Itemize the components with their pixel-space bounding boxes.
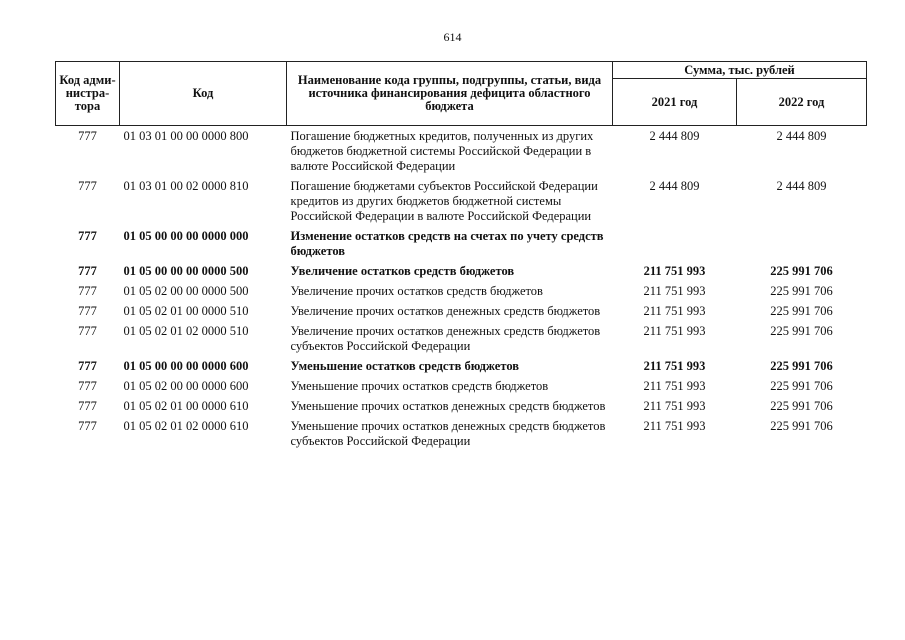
table-row (56, 376, 867, 396)
cell-name: Погашение бюджетами субъектов Российской Федерации кредитов из других бюджетов бюджетной системы Российской Федерации в валюте Российской Федерации (290, 179, 598, 223)
cell-sum-2021: 211 751 993 (643, 264, 706, 278)
header-year-2022: 2022 год (737, 79, 867, 126)
table-row (56, 176, 867, 226)
cell-code: 01 05 02 01 02 0000 610 (123, 419, 249, 433)
cell-sum-2022: 225 991 706 (770, 264, 833, 278)
cell-name: Уменьшение прочих остатков денежных средств бюджетов (290, 399, 606, 413)
cell-sum-2022 (737, 226, 867, 261)
cell-code: 01 05 02 01 00 0000 510 (123, 304, 249, 318)
cell-sum-2021 (613, 226, 737, 261)
table-row (56, 321, 867, 356)
cell-admin-code: 777 (78, 419, 97, 433)
cell-admin-code: 777 (78, 379, 97, 393)
cell-name: Увеличение остатков средств бюджетов (290, 264, 515, 278)
cell-name: Погашение бюджетных кредитов, полученных из других бюджетов бюджетной системы Российской Федерации в валюте Российской Федерации (290, 129, 594, 173)
table-header (56, 62, 867, 126)
table-row (56, 416, 867, 451)
cell-code: 01 05 00 00 00 0000 000 (123, 229, 249, 243)
table-body (56, 126, 867, 452)
cell-admin-code: 777 (78, 179, 97, 193)
cell-sum-2021: 2 444 809 (649, 129, 700, 143)
cell-code: 01 05 00 00 00 0000 500 (123, 264, 249, 278)
cell-code: 01 05 02 00 00 0000 500 (123, 284, 249, 298)
cell-name: Изменение остатков средств на счетах по учету средств бюджетов (290, 229, 604, 258)
header-sum: Сумма, тыс. рублей (613, 62, 867, 79)
cell-name: Уменьшение остатков средств бюджетов (290, 359, 520, 373)
cell-sum-2021: 211 751 993 (643, 399, 706, 413)
cell-sum-2022: 225 991 706 (770, 419, 833, 433)
cell-name: Увеличение прочих остатков средств бюджетов (290, 284, 543, 298)
cell-sum-2022: 225 991 706 (770, 379, 833, 393)
cell-name: Уменьшение прочих остатков денежных средств бюджетов субъектов Российской Федерации (290, 419, 606, 448)
header-admin-code: Код адми-нистра-тора (56, 62, 120, 126)
cell-sum-2021: 211 751 993 (643, 379, 706, 393)
cell-name: Уменьшение прочих остатков средств бюджетов (290, 379, 549, 393)
table-row (56, 301, 867, 321)
cell-sum-2021: 2 444 809 (649, 179, 700, 193)
cell-sum-2022: 225 991 706 (770, 324, 833, 338)
header-year-2021: 2021 год (613, 79, 737, 126)
cell-sum-2022: 225 991 706 (770, 284, 833, 298)
cell-sum-2022: 225 991 706 (770, 359, 833, 373)
cell-name: Увеличение прочих остатков денежных средств бюджетов субъектов Российской Федерации (290, 324, 601, 353)
header-code: Код (120, 62, 287, 126)
cell-code: 01 03 01 00 00 0000 800 (123, 129, 249, 143)
table-row (56, 356, 867, 376)
cell-sum-2021: 211 751 993 (643, 284, 706, 298)
cell-admin-code: 777 (78, 284, 97, 298)
cell-sum-2021: 211 751 993 (643, 419, 706, 433)
cell-admin-code: 777 (78, 359, 97, 373)
table-row (56, 261, 867, 281)
cell-admin-code: 777 (78, 229, 97, 243)
cell-sum-2022: 225 991 706 (770, 399, 833, 413)
cell-code: 01 03 01 00 02 0000 810 (123, 179, 249, 193)
cell-admin-code: 777 (78, 304, 97, 318)
table-row (56, 396, 867, 416)
cell-admin-code: 777 (78, 399, 97, 413)
cell-sum-2021: 211 751 993 (643, 324, 706, 338)
cell-code: 01 05 02 01 00 0000 610 (123, 399, 249, 413)
budget-sources-table (55, 61, 867, 451)
cell-code: 01 05 00 00 00 0000 600 (123, 359, 249, 373)
cell-admin-code: 777 (78, 264, 97, 278)
table-row (56, 281, 867, 301)
header-name: Наименование кода группы, подгруппы, статьи, вида источника финансирования дефицита областного бюджета (287, 62, 613, 126)
cell-sum-2022: 2 444 809 (776, 179, 827, 193)
cell-admin-code: 777 (78, 324, 97, 338)
table-row (56, 126, 867, 177)
page-number: 614 (443, 30, 462, 44)
cell-admin-code: 777 (78, 129, 97, 143)
cell-sum-2022: 2 444 809 (776, 129, 827, 143)
table-row (56, 226, 867, 261)
cell-sum-2022: 225 991 706 (770, 304, 833, 318)
cell-sum-2021: 211 751 993 (643, 304, 706, 318)
cell-name: Увеличение прочих остатков денежных средств бюджетов (290, 304, 601, 318)
cell-code: 01 05 02 00 00 0000 600 (123, 379, 249, 393)
cell-code: 01 05 02 01 02 0000 510 (123, 324, 249, 338)
cell-sum-2021: 211 751 993 (643, 359, 706, 373)
